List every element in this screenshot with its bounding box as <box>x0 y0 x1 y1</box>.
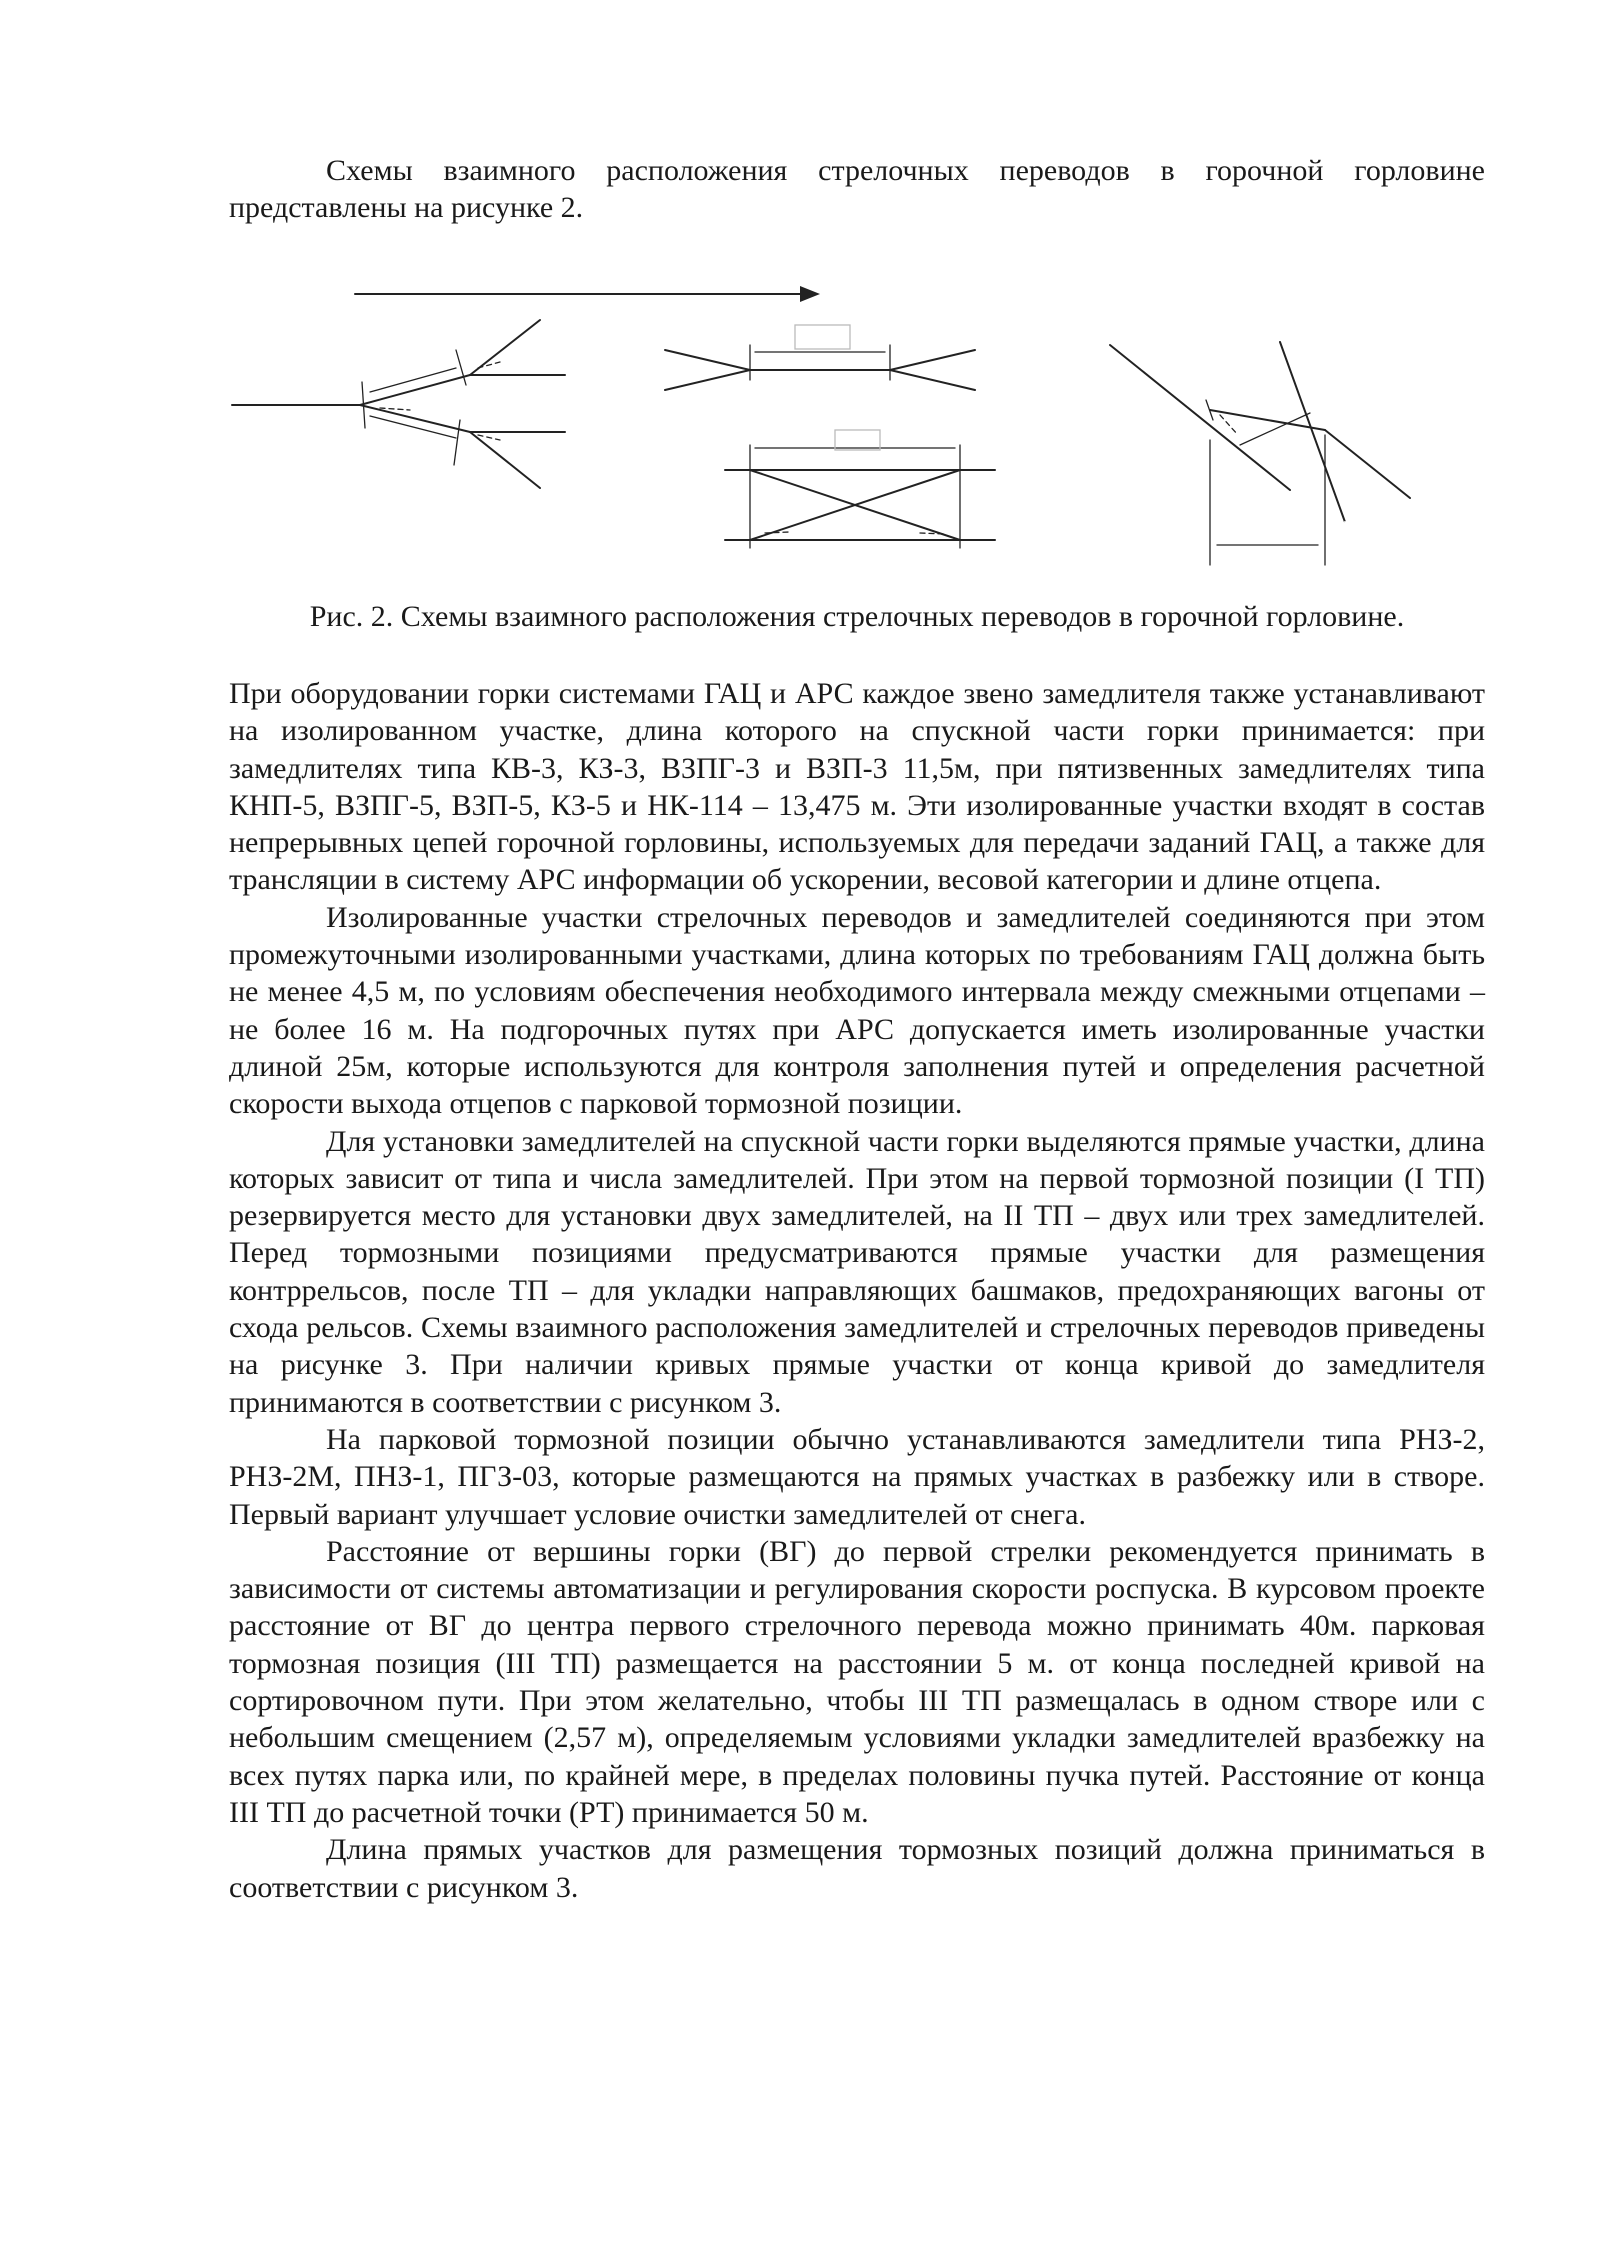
scheme-2-straight-insert <box>665 325 975 390</box>
turnout-schemes-figure <box>220 270 1440 570</box>
paragraph-3: Для установки замедлителей на спускной части горки выделяются прямые участки, длина которых зависит от типа и числа замедлителей. При этом на первой тормозной позиции (I ТП) резервируется место для установки двух замедлителей, на II ТП – двух или трех замедлителей. Перед тормозными позициями предусматриваются прямые участки для размещения контррельсов, после ТП – для укладки направляющих башмаков, предохраняющих вагоны от схода рельсов. Схемы взаимного расположения замедлителей и стрелочных переводов приведены на рисунке 3. При наличии кривых прямые участки от конца кривой до замедлителя принимаются в соответствии с рисунком 3. <box>229 1124 1485 1419</box>
scheme-3-crossing-insert <box>725 430 995 548</box>
intro-paragraph <box>229 152 1485 227</box>
scheme-1-turnout-fan <box>232 320 565 488</box>
intro-text: Схемы взаимного расположения стрелочных переводов в горочной горловине представлены на рисунке 2. <box>229 154 1485 225</box>
paragraph-2: Изолированные участки стрелочных переводов и замедлителей соединяются при этом промежуточными изолированными участками, длина которых по требованиям ГАЦ должна быть не менее 4,5 м, по условиям обеспечения необходимого интервала между смежными отцепами – не более 16 м. На подгорочных путях при АРС допускается иметь изолированные участки длиной 25м, которые используются для контроля заполнения путей и определения расчетной скорости выхода отцепов с парковой тормозной позиции. <box>229 900 1485 1121</box>
paragraph-1: При оборудовании горки системами ГАЦ и АРС каждое звено замедлителя также устанавливают на изолированном участке, длина которого на спускной части горки принимается: при замедлителях типа КВ-3, КЗ-3, ВЗПГ-3 и ВЗП-3 11,5м, при пятизвенных замедлителях типа КНП-5, ВЗПГ-5, ВЗП-5, КЗ-5 и НК-114 – 13,475 м. Эти изолированные участки входят в состав непрерывных цепей горочной горловины, используемых для передачи заданий ГАЦ, а также для трансляции в систему АРС информации об ускорении, весовой категории и длине отцепа. <box>229 677 1485 897</box>
figure-caption: Рис. 2. Схемы взаимного расположения стрелочных переводов в горочной горловине. <box>309 600 1405 633</box>
paragraph-6: Длина прямых участков для размещения тормозных позиций должна приниматься в соответствии с рисунком 3. <box>229 1833 1485 1904</box>
scheme-4-opposite-turnouts <box>1110 342 1410 570</box>
paragraph-4: На парковой тормозной позиции обычно устанавливаются замедлители типа РНЗ-2, РНЗ-2М, ПНЗ-1, ПГЗ-03, которые размещаются на прямых участках в разбежку или в створе. Первый вариант улучшает условие очистки замедлителей от снега. <box>229 1422 1485 1531</box>
body-text <box>229 675 1485 1906</box>
arrow-head <box>800 286 820 302</box>
paragraph-5: Расстояние от вершины горки (ВГ) до первой стрелки рекомендуется принимать в зависимости от системы автоматизации и регулирования скорости роспуска. В курсовом проекте расстояние от ВГ до центра первого стрелочного перевода можно принимать 40м. парковая тормозная позиция (III ТП) размещается на расстоянии 5 м. от конца последней кривой на сортировочном пути. При этом желательно, чтобы III ТП размещалась в одном створе или с небольшим смещением (2,57 м), определяемым условиями укладки замедлителей вразбежку на всех путях парка или, по крайней мере, в пределах половины пучка путей. Расстояние от конца III ТП до расчетной точки (РТ) принимается 50 м. <box>229 1534 1485 1829</box>
